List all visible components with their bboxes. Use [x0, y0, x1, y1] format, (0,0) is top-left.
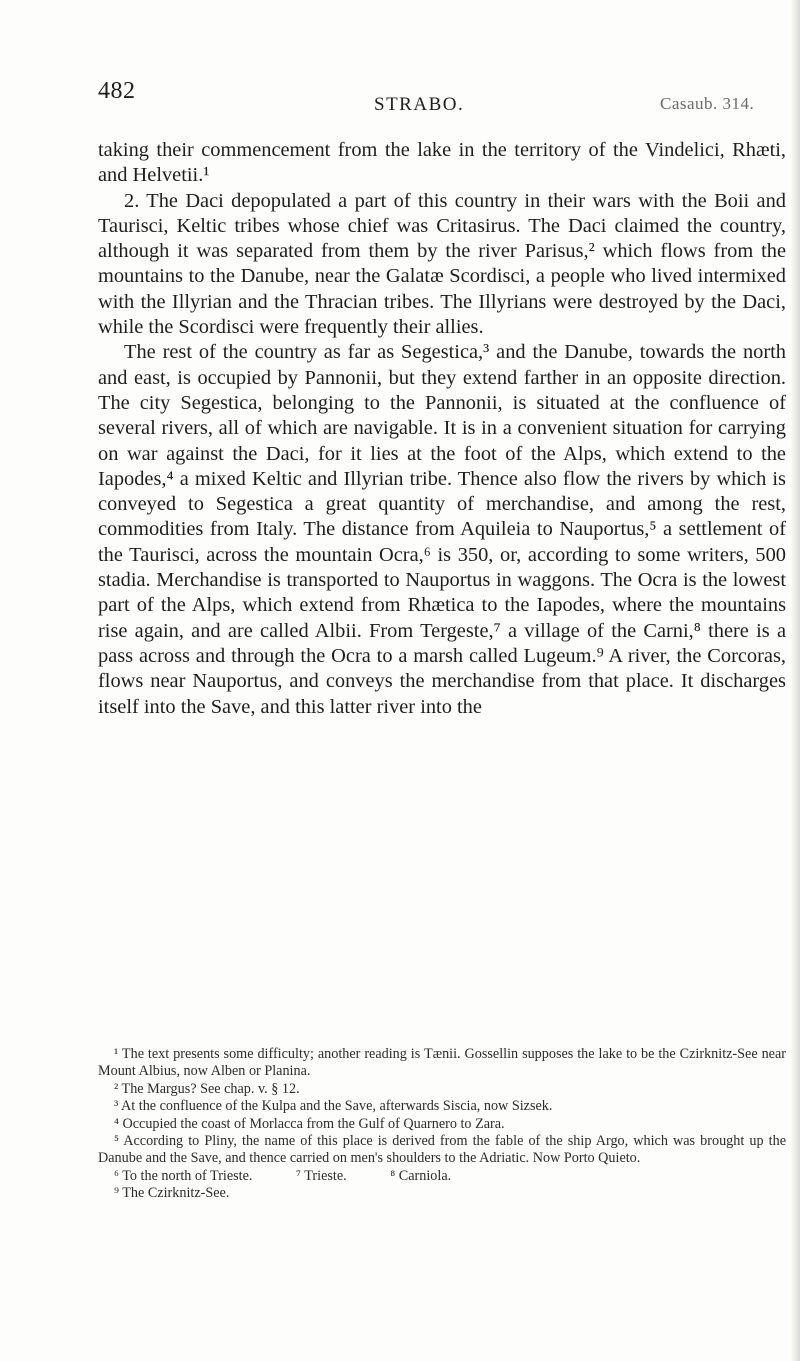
main-text	[98, 138, 786, 720]
footnote-4: ⁴ Occupied the coast of Morlacca from the Gulf of Quarnero to Zara.	[114, 1115, 505, 1132]
footnote-8: ⁸ Carniola.	[390, 1167, 452, 1184]
paragraph-continuation: taking their commencement from the lake in the territory of the Vindelici, Rhæti, and Helvetii.¹	[98, 139, 786, 187]
footnote-5: ⁵ According to Pliny, the name of this place is derived from the fable of the ship Argo, which was brought up the Danube and the Save, and thence carried on men's shoulders to the Adriatic. Now Porto Quieto.	[98, 1133, 786, 1167]
footnote-7: ⁷ Trieste.	[296, 1167, 347, 1184]
paragraph-segestica: The rest of the country as far as Segestica,³ and the Danube, towards the north and east, is occupied by Pannonii, but they extend farther in an opposite direction. The city Segestica, belonging to the Pannonii, is situated at the confluence of several rivers, all of which are navigable. It is in a convenient situation for carrying on war against the Daci, for it lies at the foot of the Alps, which extend to the Iapodes,⁴ a mixed Keltic and Illyrian tribe. Thence also flow the rivers by which is conveyed to Segestica a great quantity of merchandise, and among the rest, commodities from Italy. The distance from Aquileia to Nauportus,⁵ a settlement of the Taurisci, across the mountain Ocra,⁶ is 350, or, according to some writers, 500 stadia. Merchandise is transported to Nauportus in waggons. The Ocra is the lowest part of the Alps, which extend from Rhætica to the Iapodes, where the mountains rise again, and are called Albii. From Tergeste,⁷ a village of the Carni,⁸ there is a pass across and through the Ocra to a marsh called Lugeum.⁹ A river, the Corcoras, flows near Nauportus, and conveys the merchandise from that place. It discharges itself into the Save, and this latter river into the	[98, 341, 786, 718]
paragraph-section-2: 2. The Daci depopulated a part of this country in their wars with the Boii and Taurisci, Keltic tribes whose chief was Critasirus. The Daci claimed the country, although it was separated from them by the river Parisus,² which flows from the mountains to the Danube, near the Galatæ Scordisci, a people who lived intermixed with the Illyrian and the Thracian tribes. The Illyrians were destroyed by the Daci, while the Scordisci were frequently their allies.	[98, 189, 786, 339]
footnote-line-6-8	[98, 1168, 786, 1185]
page-number: 482	[98, 78, 136, 104]
footnote-9: ⁹ The Czirknitz-See.	[114, 1185, 230, 1202]
running-title: STRABO.	[374, 94, 465, 115]
running-head	[0, 78, 800, 115]
footnotes	[98, 1046, 786, 1203]
casaubon-reference: Casaub. 314.	[660, 94, 755, 113]
footnote-1: ¹ The text presents some difficulty; another reading is Tænii. Gossellin supposes the lake to be the Czirknitz-See near Mount Albius, now Alben or Planina.	[98, 1046, 786, 1080]
footnote-3: ³ At the confluence of the Kulpa and the Save, afterwards Siscia, now Sizsek.	[114, 1098, 553, 1115]
footnote-2: ² The Margus? See chap. v. § 12.	[114, 1080, 300, 1097]
footnote-6: ⁶ To the north of Trieste.	[114, 1167, 253, 1184]
page-edge-shadow	[790, 0, 800, 1361]
